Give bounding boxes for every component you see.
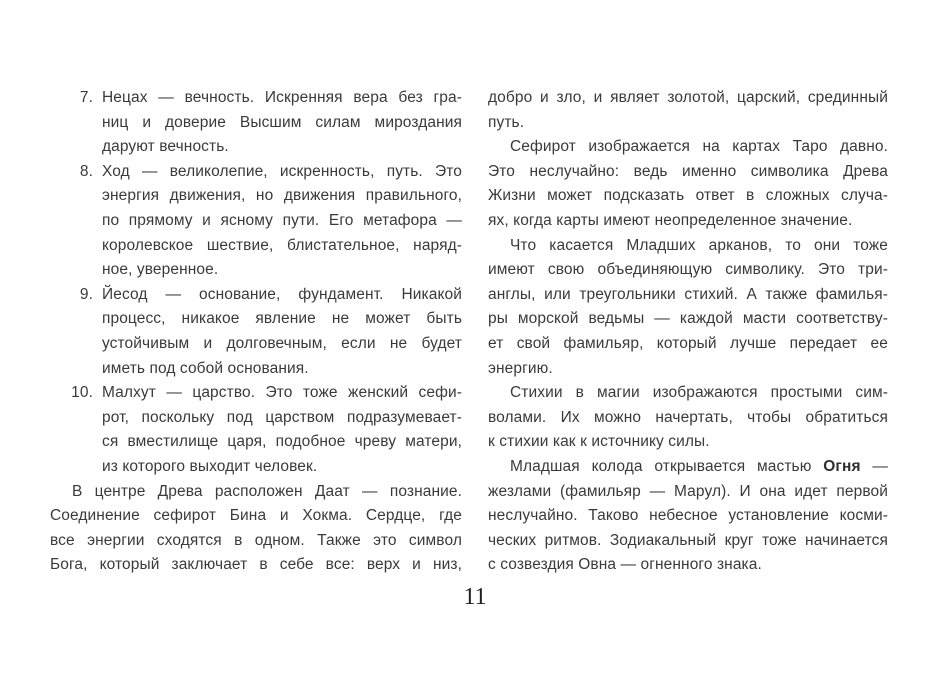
text-line: путь. <box>488 113 525 131</box>
text-line: Малхут — царство. Это тоже женский сефи- <box>102 384 462 402</box>
text-line: ры морской ведьмы — каждой масти соответству- <box>488 310 888 328</box>
text-line: ет свой фамильяр, который лучше передает ее <box>488 334 888 352</box>
text-line: даруют вечность. <box>102 138 229 156</box>
text-line: ниц и доверие Высшим силам мироздания <box>102 113 462 131</box>
text-line: Нецах — вечность. Искренняя вера без гра- <box>102 89 462 106</box>
text-line: неслучайно. Таково небесное установление косми- <box>488 507 888 525</box>
paragraph <box>488 234 888 382</box>
list-item <box>50 86 462 160</box>
list-item <box>50 160 462 283</box>
text-line: королевское шествие, блистательное, наряд- <box>102 236 462 254</box>
text-line: Сефирот изображается на картах Таро давно. <box>510 138 888 156</box>
text-line: рот, поскольку под царством подразумевает- <box>102 408 462 426</box>
paragraph <box>488 86 888 135</box>
text-line: имеют свою объединяющую символику. Это три- <box>488 261 888 279</box>
paragraph <box>488 381 888 455</box>
text-line: англы, или треугольники стихий. А также фамилья- <box>488 285 888 303</box>
text-line: энергия движения, но движения правильного, <box>102 187 462 205</box>
text-line: Бога, который заключает в себе все: верх и низ, <box>50 556 462 574</box>
paragraph <box>488 455 888 578</box>
left-text-column <box>50 86 462 578</box>
list-item <box>50 381 462 479</box>
text-line: ное, уверенное. <box>102 261 219 279</box>
list-number: 8. <box>79 162 93 180</box>
text-line: Соединение сефирот Бина и Хокма. Сердце, где <box>50 507 462 525</box>
paragraph <box>488 135 888 233</box>
text-line: ческих ритмов. Зодиакальный круг тоже начинается <box>488 531 888 549</box>
text-line: все энергии сходятся в одном. Также это символ <box>50 531 462 549</box>
text-line: Йесод — основание, фундамент. Никакой <box>102 285 462 303</box>
text-line: ся вместилище царя, подобное чреву матери, <box>102 433 462 451</box>
text-line: Жизни может подсказать ответ в сложных случа- <box>488 187 888 205</box>
text-line: Ход — великолепие, искренность, путь. Это <box>102 162 462 180</box>
page-number: 11 <box>463 584 487 610</box>
list-number: 10. <box>71 384 93 402</box>
text-line: Младшая колода открывается мастью Огня — <box>510 457 888 475</box>
list-number: 7. <box>79 89 93 106</box>
paragraph <box>50 480 462 578</box>
text-line: энергию. <box>488 359 553 377</box>
text-line: жезлами (фамильяр — Марул). И она идет первой <box>488 482 888 500</box>
text-line: к стихии как к источнику силы. <box>488 433 710 451</box>
text-line: устойчивым и долговечным, если не будет <box>102 334 462 352</box>
text-line: по прямому и ясному пути. Его метафора — <box>102 211 462 229</box>
list-item <box>50 283 462 381</box>
text-line: Это неслучайно: ведь именно символика Древа <box>488 162 888 180</box>
text-line: с созвездия Овна — огненного знака. <box>488 556 762 574</box>
text-line: волами. Их можно начертать, чтобы обратиться <box>488 408 888 426</box>
text-line: Что касается Младших арканов, то они тоже <box>510 236 888 254</box>
text-line: ях, когда карты имеют неопределенное значение. <box>488 211 853 229</box>
text-line: В центре Древа расположен Даат — познание. <box>72 482 462 500</box>
text-line: иметь под собой основания. <box>102 359 309 377</box>
text-line: из которого выходит человек. <box>102 457 318 475</box>
right-text-column <box>488 86 888 578</box>
list-number: 9. <box>79 285 93 303</box>
text-line: добро и зло, и являет золотой, царский, срединный <box>488 89 888 106</box>
text-line: Стихии в магии изображаются простыми сим- <box>510 384 888 402</box>
text-line: процесс, никакое явление не может быть <box>102 310 462 328</box>
